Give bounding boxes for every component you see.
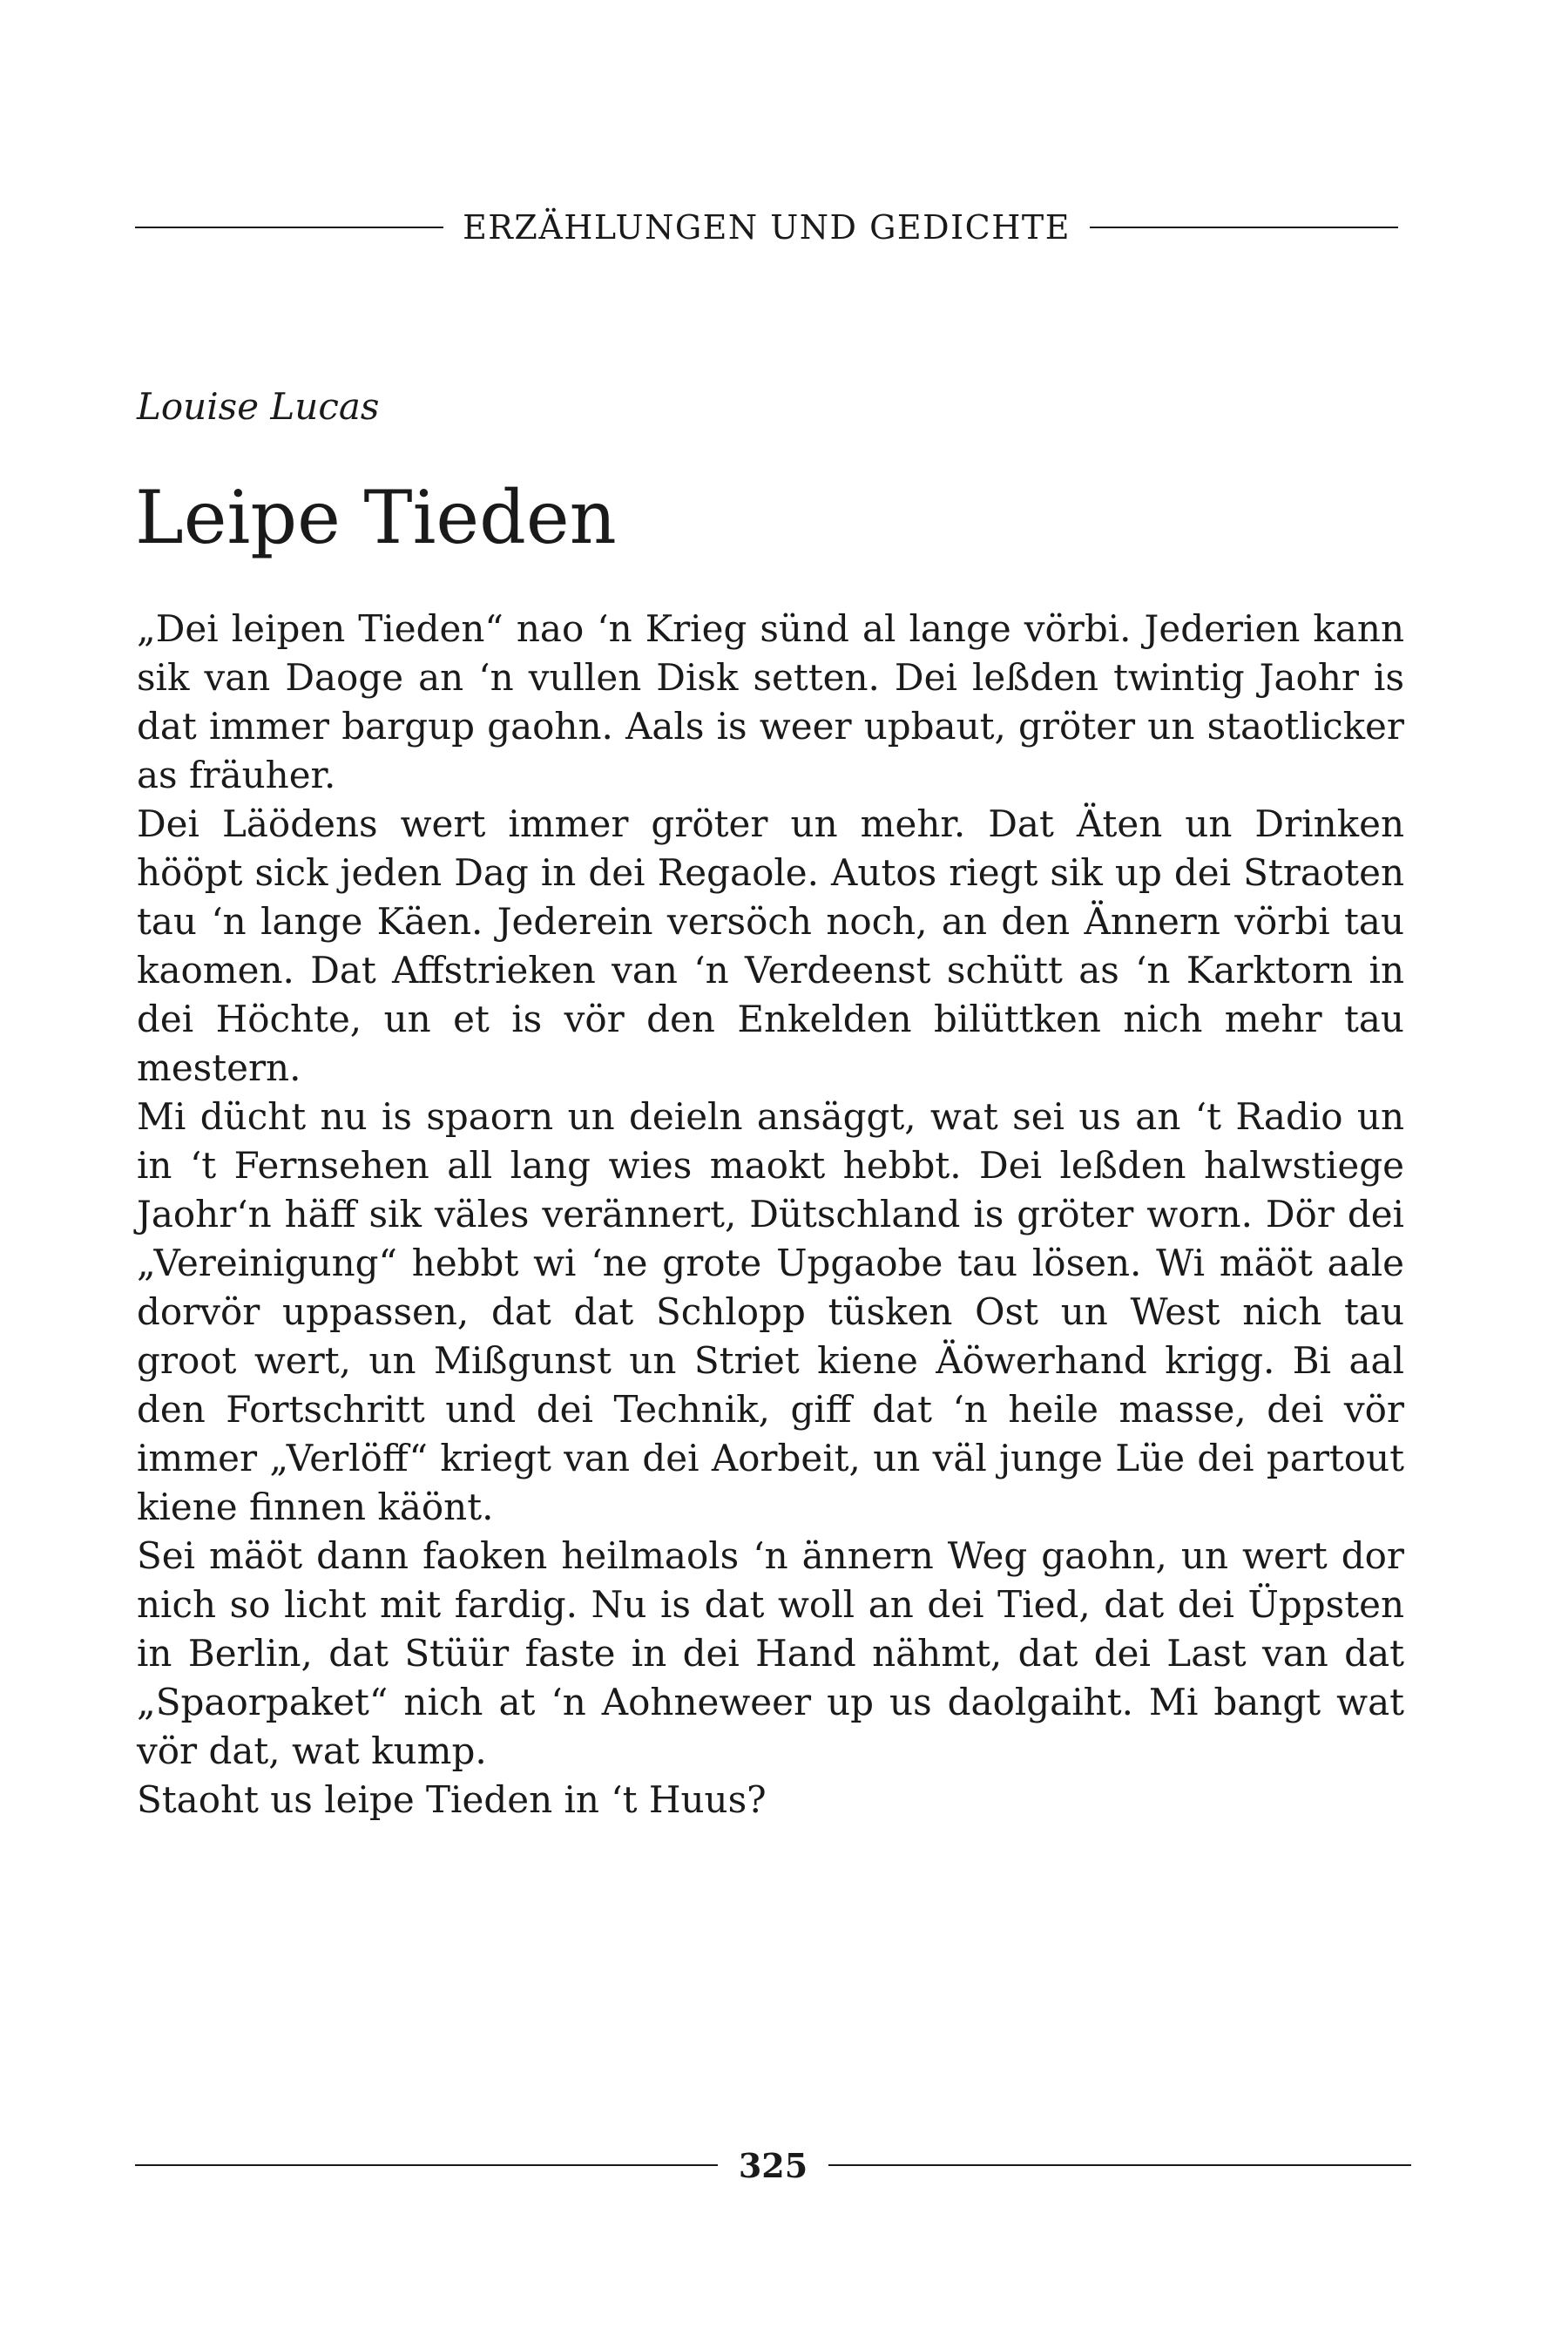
footer-rule-right <box>828 2164 1411 2166</box>
article-body <box>137 605 1404 1824</box>
paragraph: „Dei leipen Tieden“ nao ‘n Krieg sünd al lange vörbi. Jederien kann sik van Daoge an ‘n vullen Disk setten. Dei leßden twintig Jaohr is dat immer bargup gaohn. Aals is weer upbaut, gröter un staotlicker as fräuher. <box>137 607 1404 796</box>
paragraph: Dei Läödens wert immer gröter un mehr. Dat Äten un Drinken hööpt sick jeden Dag in dei Regaole. Autos riegt sik up dei Straoten tau ‘n lange Käen. Jederein versöch noch, an den Ännern vörbi tau kaomen. Dat Affstrieken van ‘n Verdeenst schütt as ‘n Karktorn in dei Höchte, un et is vör den Enkelden bilüttken nich mehr tau mestern. <box>137 802 1404 1089</box>
author-name: Louise Lucas <box>137 385 380 428</box>
paragraph: Staoht us leipe Tieden in ‘t Huus? <box>137 1778 767 1821</box>
footer-rule-left <box>135 2164 718 2166</box>
page-number: 325 <box>738 2145 808 2185</box>
article-title: Leipe Tieden <box>135 475 617 560</box>
header-rule-right <box>1090 227 1398 228</box>
running-title: ERZÄHLUNGEN UND GEDICHTE <box>463 208 1071 247</box>
header-rule-left <box>135 227 443 228</box>
running-header <box>135 206 1398 249</box>
paragraph: Mi dücht nu is spaorn un deieln ansäggt, wat sei us an ‘t Radio un in ‘t Fernsehen all lang wies maokt hebbt. Dei leßden halwstiege Jaohr‘n häff sik väles verännert, Dütschland is gröter worn. Dör dei „Vereinigung“ hebbt wi ‘ne grote Upgaobe tau lösen. Wi mäöt aale dorvör uppassen, dat dat Schlopp tüsken Ost un West nich tau groot wert, un Mißgunst un Striet kiene Äöwerhand krigg. Bi aal den Fortschritt und dei Technik, giff dat ‘n heile masse, dei vör immer „Verlöff“ kriegt van dei Aorbeit, un väl junge Lüe dei partout kiene finnen käönt. <box>137 1095 1404 1528</box>
paragraph: Sei mäöt dann faoken heilmaols ‘n ännern Weg gaohn, un wert dor nich so licht mit fardig. Nu is dat woll an dei Tied, dat dei Üppsten in Berlin, dat Stüür faste in dei Hand nähmt, dat dei Last van dat „Spaorpaket“ nich at ‘n Aohneweer up us daolgaiht. Mi bangt wat vör dat, wat kump. <box>137 1534 1404 1772</box>
page-footer <box>135 2143 1411 2187</box>
